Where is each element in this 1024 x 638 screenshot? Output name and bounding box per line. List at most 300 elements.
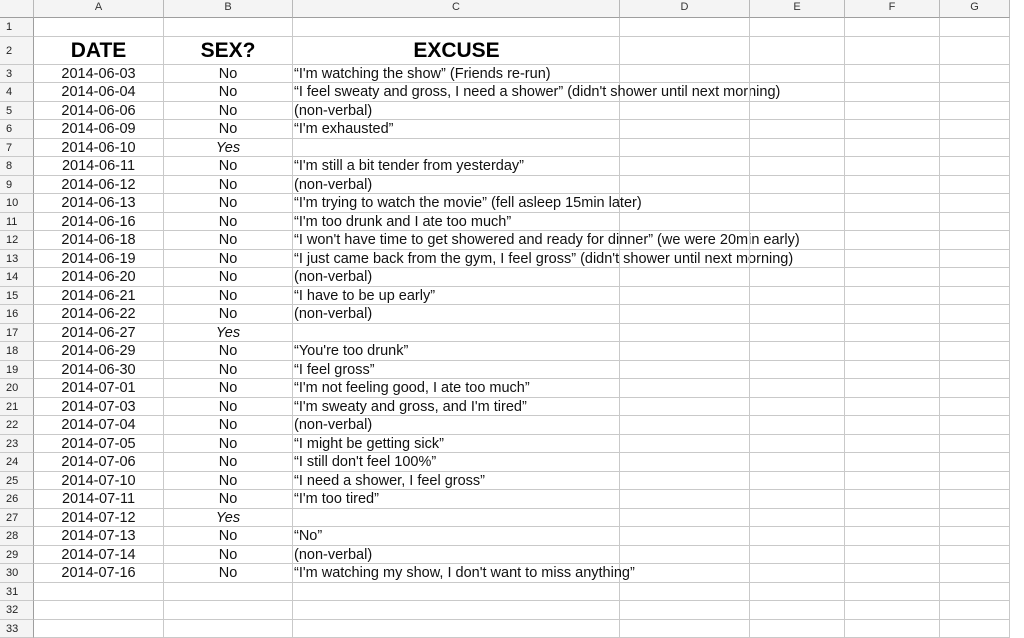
table-row <box>0 250 1010 269</box>
sex-cell[interactable]: No <box>164 416 293 435</box>
table-row <box>0 509 1010 528</box>
date-cell[interactable]: 2014-06-03 <box>34 65 164 84</box>
sex-cell[interactable]: No <box>164 120 293 139</box>
table-row <box>0 546 1010 565</box>
empty-cell[interactable] <box>845 102 940 121</box>
empty-cell[interactable] <box>940 18 1010 37</box>
excuse-cell[interactable]: (non-verbal) <box>293 305 620 324</box>
sex-cell[interactable]: No <box>164 305 293 324</box>
empty-cell[interactable] <box>940 176 1010 195</box>
table-row <box>0 157 1010 176</box>
sex-cell[interactable]: No <box>164 231 293 250</box>
empty-cell[interactable] <box>940 102 1010 121</box>
empty-cell[interactable] <box>940 379 1010 398</box>
column-header-f[interactable]: F <box>845 0 940 18</box>
empty-cell[interactable] <box>845 546 940 565</box>
empty-cell[interactable] <box>845 583 940 602</box>
date-cell[interactable]: 2014-06-21 <box>34 287 164 306</box>
empty-cell[interactable] <box>620 250 750 269</box>
empty-cell[interactable] <box>845 416 940 435</box>
sex-cell[interactable]: No <box>164 379 293 398</box>
empty-cell[interactable] <box>845 509 940 528</box>
empty-cell[interactable] <box>750 176 845 195</box>
row-header[interactable]: 11 <box>0 213 34 232</box>
title-row <box>0 37 1010 65</box>
table-row <box>0 564 1010 583</box>
empty-cell[interactable] <box>940 398 1010 417</box>
empty-cell[interactable] <box>620 305 750 324</box>
excuse-cell[interactable]: “I'm watching the show” (Friends re-run) <box>293 65 620 84</box>
excuse-cell[interactable]: “I'm trying to watch the movie” (fell asleep 15min later) <box>293 194 620 213</box>
empty-cell[interactable] <box>940 194 1010 213</box>
sex-cell[interactable]: No <box>164 361 293 380</box>
empty-cell[interactable] <box>750 416 845 435</box>
empty-cell[interactable] <box>750 120 845 139</box>
row-header[interactable]: 31 <box>0 583 34 602</box>
table-row <box>0 268 1010 287</box>
date-cell[interactable]: 2014-06-18 <box>34 231 164 250</box>
empty-cell[interactable] <box>620 546 750 565</box>
empty-cell[interactable] <box>750 83 845 102</box>
date-cell[interactable]: 2014-07-11 <box>34 490 164 509</box>
date-cell[interactable]: 2014-07-04 <box>34 416 164 435</box>
date-cell[interactable]: 2014-06-27 <box>34 324 164 343</box>
empty-cell[interactable] <box>620 342 750 361</box>
empty-cell[interactable] <box>620 231 750 250</box>
row-header[interactable]: 3 <box>0 65 34 84</box>
empty-cell[interactable] <box>750 18 845 37</box>
row-header[interactable]: 17 <box>0 324 34 343</box>
empty-cell[interactable] <box>940 139 1010 158</box>
excuse-cell[interactable]: “I have to be up early” <box>293 287 620 306</box>
row-header[interactable]: 21 <box>0 398 34 417</box>
empty-cell[interactable] <box>750 305 845 324</box>
sex-cell[interactable] <box>164 601 293 620</box>
date-cell[interactable] <box>34 583 164 602</box>
excuse-cell[interactable]: “I'm not feeling good, I ate too much” <box>293 379 620 398</box>
column-header-d[interactable]: D <box>620 0 750 18</box>
row-header[interactable]: 2 <box>0 37 34 65</box>
empty-cell[interactable] <box>620 65 750 84</box>
row-header[interactable]: 33 <box>0 620 34 638</box>
empty-cell[interactable] <box>620 601 750 620</box>
select-all-corner[interactable] <box>0 0 34 18</box>
row-header[interactable]: 27 <box>0 509 34 528</box>
row-header[interactable]: 8 <box>0 157 34 176</box>
empty-cell[interactable] <box>620 583 750 602</box>
empty-cell[interactable] <box>750 472 845 491</box>
empty-cell[interactable] <box>940 231 1010 250</box>
row-header[interactable]: 16 <box>0 305 34 324</box>
table-row <box>0 83 1010 102</box>
row-header[interactable]: 10 <box>0 194 34 213</box>
empty-cell[interactable] <box>620 213 750 232</box>
excuse-cell[interactable]: “I feel sweaty and gross, I need a shower” (didn't shower until next morning) <box>293 83 620 102</box>
empty-cell[interactable] <box>845 620 940 638</box>
sex-cell[interactable]: No <box>164 250 293 269</box>
empty-cell[interactable] <box>750 601 845 620</box>
empty-cell[interactable] <box>845 342 940 361</box>
row-header[interactable]: 23 <box>0 435 34 454</box>
empty-cell[interactable] <box>620 527 750 546</box>
empty-cell[interactable] <box>845 213 940 232</box>
excuse-cell[interactable] <box>293 620 620 638</box>
sex-cell[interactable]: No <box>164 453 293 472</box>
empty-cell[interactable] <box>620 102 750 121</box>
excuse-cell[interactable]: “I'm too drunk and I ate too much” <box>293 213 620 232</box>
excuse-cell[interactable]: (non-verbal) <box>293 102 620 121</box>
row-header[interactable]: 4 <box>0 83 34 102</box>
row-header[interactable]: 5 <box>0 102 34 121</box>
empty-cell[interactable] <box>750 324 845 343</box>
empty-cell[interactable] <box>845 250 940 269</box>
empty-cell[interactable] <box>620 509 750 528</box>
empty-cell[interactable] <box>750 398 845 417</box>
empty-cell[interactable] <box>750 139 845 158</box>
column-header-a[interactable]: A <box>34 0 164 18</box>
date-cell[interactable]: 2014-06-11 <box>34 157 164 176</box>
date-cell[interactable]: 2014-06-10 <box>34 139 164 158</box>
excuse-cell[interactable]: (non-verbal) <box>293 546 620 565</box>
empty-cell[interactable] <box>620 435 750 454</box>
column-header-g[interactable]: G <box>940 0 1010 18</box>
row-header[interactable]: 12 <box>0 231 34 250</box>
date-cell[interactable]: 2014-06-04 <box>34 83 164 102</box>
empty-cell[interactable] <box>845 453 940 472</box>
excuse-cell[interactable] <box>293 324 620 343</box>
empty-cell[interactable] <box>940 435 1010 454</box>
table-row <box>0 139 1010 158</box>
column-header-c[interactable]: C <box>293 0 620 18</box>
date-cell[interactable] <box>34 601 164 620</box>
empty-cell[interactable] <box>620 564 750 583</box>
empty-cell[interactable] <box>620 472 750 491</box>
excuse-cell[interactable]: “I'm watching my show, I don't want to miss anything” <box>293 564 620 583</box>
table-row <box>0 324 1010 343</box>
date-cell[interactable]: 2014-07-16 <box>34 564 164 583</box>
date-cell[interactable]: 2014-06-22 <box>34 305 164 324</box>
empty-cell[interactable] <box>750 435 845 454</box>
empty-cell[interactable] <box>750 620 845 638</box>
date-cell[interactable]: 2014-06-20 <box>34 268 164 287</box>
empty-cell[interactable] <box>620 176 750 195</box>
empty-cell[interactable] <box>845 120 940 139</box>
empty-cell[interactable] <box>750 213 845 232</box>
row-header[interactable]: 30 <box>0 564 34 583</box>
empty-cell[interactable] <box>750 268 845 287</box>
date-cell[interactable]: 2014-07-06 <box>34 453 164 472</box>
table-row <box>0 435 1010 454</box>
empty-cell[interactable] <box>620 324 750 343</box>
empty-cell[interactable] <box>750 509 845 528</box>
sex-header[interactable]: SEX? <box>164 37 293 65</box>
table-row <box>0 620 1010 638</box>
date-cell[interactable]: 2014-06-12 <box>34 176 164 195</box>
sex-cell[interactable]: No <box>164 102 293 121</box>
sex-cell[interactable]: Yes <box>164 509 293 528</box>
table-row <box>0 490 1010 509</box>
excuse-cell[interactable] <box>293 139 620 158</box>
sex-cell[interactable]: No <box>164 564 293 583</box>
empty-cell[interactable] <box>750 564 845 583</box>
excuse-cell[interactable]: (non-verbal) <box>293 268 620 287</box>
row-header[interactable]: 6 <box>0 120 34 139</box>
empty-cell[interactable] <box>940 250 1010 269</box>
row-header[interactable]: 25 <box>0 472 34 491</box>
sex-cell[interactable]: No <box>164 268 293 287</box>
row-header[interactable]: 18 <box>0 342 34 361</box>
empty-cell[interactable] <box>845 194 940 213</box>
sex-cell[interactable]: No <box>164 157 293 176</box>
empty-cell[interactable] <box>620 379 750 398</box>
empty-cell[interactable] <box>620 268 750 287</box>
date-cell[interactable] <box>34 18 164 37</box>
table-row <box>0 65 1010 84</box>
empty-cell[interactable] <box>940 120 1010 139</box>
date-cell[interactable]: 2014-06-29 <box>34 342 164 361</box>
empty-cell[interactable] <box>750 361 845 380</box>
row-header[interactable]: 14 <box>0 268 34 287</box>
row-header[interactable]: 32 <box>0 601 34 620</box>
empty-cell[interactable] <box>845 398 940 417</box>
empty-cell[interactable] <box>845 83 940 102</box>
sex-cell[interactable] <box>164 18 293 37</box>
row-header[interactable]: 20 <box>0 379 34 398</box>
empty-cell[interactable] <box>940 564 1010 583</box>
date-cell[interactable]: 2014-07-01 <box>34 379 164 398</box>
table-row <box>0 453 1010 472</box>
date-cell[interactable]: 2014-06-16 <box>34 213 164 232</box>
date-cell[interactable]: 2014-07-12 <box>34 509 164 528</box>
empty-cell[interactable] <box>845 157 940 176</box>
empty-cell[interactable] <box>940 472 1010 491</box>
empty-cell[interactable] <box>845 379 940 398</box>
table-row <box>0 342 1010 361</box>
excuse-cell[interactable]: “I still don't feel 100%” <box>293 453 620 472</box>
empty-cell[interactable] <box>845 18 940 37</box>
empty-cell[interactable] <box>750 250 845 269</box>
sex-cell[interactable]: Yes <box>164 324 293 343</box>
empty-cell[interactable] <box>845 65 940 84</box>
table-row <box>0 102 1010 121</box>
empty-cell[interactable] <box>620 287 750 306</box>
sex-cell[interactable] <box>164 620 293 638</box>
excuse-cell[interactable] <box>293 601 620 620</box>
empty-cell[interactable] <box>940 453 1010 472</box>
date-cell[interactable]: 2014-07-03 <box>34 398 164 417</box>
excuse-cell[interactable]: (non-verbal) <box>293 416 620 435</box>
empty-cell[interactable] <box>620 398 750 417</box>
empty-cell[interactable] <box>750 102 845 121</box>
empty-cell[interactable] <box>750 37 845 65</box>
empty-cell[interactable] <box>750 379 845 398</box>
sex-cell[interactable]: No <box>164 490 293 509</box>
empty-cell[interactable] <box>845 472 940 491</box>
empty-cell[interactable] <box>750 287 845 306</box>
empty-cell[interactable] <box>620 157 750 176</box>
table-row <box>0 583 1010 602</box>
empty-cell[interactable] <box>620 37 750 65</box>
date-cell[interactable]: 2014-06-30 <box>34 361 164 380</box>
sex-cell[interactable]: No <box>164 342 293 361</box>
empty-cell[interactable] <box>845 37 940 65</box>
row-header[interactable]: 15 <box>0 287 34 306</box>
empty-cell[interactable] <box>620 18 750 37</box>
column-header-row <box>0 0 1010 18</box>
empty-cell[interactable] <box>750 546 845 565</box>
empty-cell[interactable] <box>750 490 845 509</box>
empty-cell[interactable] <box>940 157 1010 176</box>
table-row <box>0 231 1010 250</box>
empty-cell[interactable] <box>940 620 1010 638</box>
empty-cell[interactable] <box>620 620 750 638</box>
excuse-cell[interactable]: “I'm still a bit tender from yesterday” <box>293 157 620 176</box>
empty-cell[interactable] <box>845 361 940 380</box>
excuse-cell[interactable]: “I need a shower, I feel gross” <box>293 472 620 491</box>
sex-cell[interactable]: No <box>164 546 293 565</box>
date-cell[interactable]: 2014-07-05 <box>34 435 164 454</box>
table-row <box>0 398 1010 417</box>
row-header[interactable]: 29 <box>0 546 34 565</box>
empty-cell[interactable] <box>620 453 750 472</box>
empty-cell[interactable] <box>845 435 940 454</box>
column-header-e[interactable]: E <box>750 0 845 18</box>
excuse-header[interactable]: EXCUSE <box>293 37 620 65</box>
sex-cell[interactable]: No <box>164 83 293 102</box>
empty-cell[interactable] <box>940 509 1010 528</box>
empty-cell[interactable] <box>620 490 750 509</box>
date-cell[interactable]: 2014-06-19 <box>34 250 164 269</box>
excuse-cell[interactable]: “I might be getting sick” <box>293 435 620 454</box>
empty-cell[interactable] <box>620 194 750 213</box>
date-cell[interactable]: 2014-06-09 <box>34 120 164 139</box>
excuse-cell[interactable]: “I'm sweaty and gross, and I'm tired” <box>293 398 620 417</box>
date-cell[interactable]: 2014-07-13 <box>34 527 164 546</box>
excuse-cell[interactable] <box>293 509 620 528</box>
sex-cell[interactable]: No <box>164 65 293 84</box>
table-row <box>0 194 1010 213</box>
empty-cell[interactable] <box>750 65 845 84</box>
excuse-cell[interactable]: “I'm exhausted” <box>293 120 620 139</box>
empty-cell[interactable] <box>940 65 1010 84</box>
row-header[interactable]: 28 <box>0 527 34 546</box>
row-header[interactable]: 9 <box>0 176 34 195</box>
empty-cell[interactable] <box>750 157 845 176</box>
empty-cell[interactable] <box>620 120 750 139</box>
empty-cell[interactable] <box>620 416 750 435</box>
empty-cell[interactable] <box>845 305 940 324</box>
empty-cell[interactable] <box>750 231 845 250</box>
empty-cell[interactable] <box>845 287 940 306</box>
empty-cell[interactable] <box>940 361 1010 380</box>
empty-cell[interactable] <box>845 231 940 250</box>
sex-cell[interactable]: No <box>164 398 293 417</box>
empty-cell[interactable] <box>940 601 1010 620</box>
table-row <box>0 305 1010 324</box>
empty-cell[interactable] <box>940 83 1010 102</box>
table-row <box>0 213 1010 232</box>
sex-cell[interactable]: No <box>164 435 293 454</box>
empty-cell[interactable] <box>845 324 940 343</box>
column-header-b[interactable]: B <box>164 0 293 18</box>
excuse-cell[interactable]: “I'm too tired” <box>293 490 620 509</box>
excuse-cell[interactable]: (non-verbal) <box>293 176 620 195</box>
empty-cell[interactable] <box>845 527 940 546</box>
sex-cell[interactable]: No <box>164 213 293 232</box>
table-row <box>0 527 1010 546</box>
empty-cell[interactable] <box>940 416 1010 435</box>
table-row <box>0 361 1010 380</box>
empty-cell[interactable] <box>620 361 750 380</box>
sex-cell[interactable] <box>164 583 293 602</box>
empty-cell[interactable] <box>940 268 1010 287</box>
row-header[interactable]: 24 <box>0 453 34 472</box>
empty-cell[interactable] <box>750 453 845 472</box>
sex-cell[interactable]: Yes <box>164 139 293 158</box>
empty-cell[interactable] <box>940 342 1010 361</box>
sex-cell[interactable]: No <box>164 287 293 306</box>
table-row <box>0 176 1010 195</box>
empty-cell[interactable] <box>940 583 1010 602</box>
empty-cell[interactable] <box>620 139 750 158</box>
excuse-cell[interactable] <box>293 583 620 602</box>
empty-cell[interactable] <box>940 287 1010 306</box>
excuse-cell[interactable]: “I feel gross” <box>293 361 620 380</box>
empty-cell[interactable] <box>940 305 1010 324</box>
excuse-cell[interactable]: “I just came back from the gym, I feel gross” (didn't shower until next morning) <box>293 250 620 269</box>
excuse-cell[interactable] <box>293 18 620 37</box>
empty-cell[interactable] <box>620 83 750 102</box>
empty-cell[interactable] <box>845 139 940 158</box>
excuse-cell[interactable]: “No” <box>293 527 620 546</box>
empty-cell[interactable] <box>940 546 1010 565</box>
empty-cell[interactable] <box>940 37 1010 65</box>
empty-cell[interactable] <box>750 342 845 361</box>
date-cell[interactable]: 2014-07-10 <box>34 472 164 491</box>
row-header[interactable]: 7 <box>0 139 34 158</box>
empty-cell[interactable] <box>940 213 1010 232</box>
empty-cell[interactable] <box>845 268 940 287</box>
empty-cell[interactable] <box>750 527 845 546</box>
empty-cell[interactable] <box>845 564 940 583</box>
sex-cell[interactable]: No <box>164 176 293 195</box>
date-cell[interactable]: 2014-06-13 <box>34 194 164 213</box>
excuse-cell[interactable]: “I won't have time to get showered and ready for dinner” (we were 20min early) <box>293 231 620 250</box>
sex-cell[interactable]: No <box>164 527 293 546</box>
empty-cell[interactable] <box>845 490 940 509</box>
row-header[interactable]: 1 <box>0 18 34 37</box>
row-header[interactable]: 19 <box>0 361 34 380</box>
date-header[interactable]: DATE <box>34 37 164 65</box>
sex-cell[interactable]: No <box>164 472 293 491</box>
date-cell[interactable]: 2014-06-06 <box>34 102 164 121</box>
empty-cell[interactable] <box>940 490 1010 509</box>
excuse-cell[interactable]: “You're too drunk” <box>293 342 620 361</box>
empty-cell[interactable] <box>845 176 940 195</box>
row-header[interactable]: 26 <box>0 490 34 509</box>
sex-cell[interactable]: No <box>164 194 293 213</box>
table-row <box>0 120 1010 139</box>
date-cell[interactable] <box>34 620 164 638</box>
empty-cell[interactable] <box>940 324 1010 343</box>
empty-cell[interactable] <box>940 527 1010 546</box>
empty-cell[interactable] <box>845 601 940 620</box>
empty-cell[interactable] <box>750 583 845 602</box>
empty-cell[interactable] <box>750 194 845 213</box>
row-header[interactable]: 22 <box>0 416 34 435</box>
date-cell[interactable]: 2014-07-14 <box>34 546 164 565</box>
row-header[interactable]: 13 <box>0 250 34 269</box>
